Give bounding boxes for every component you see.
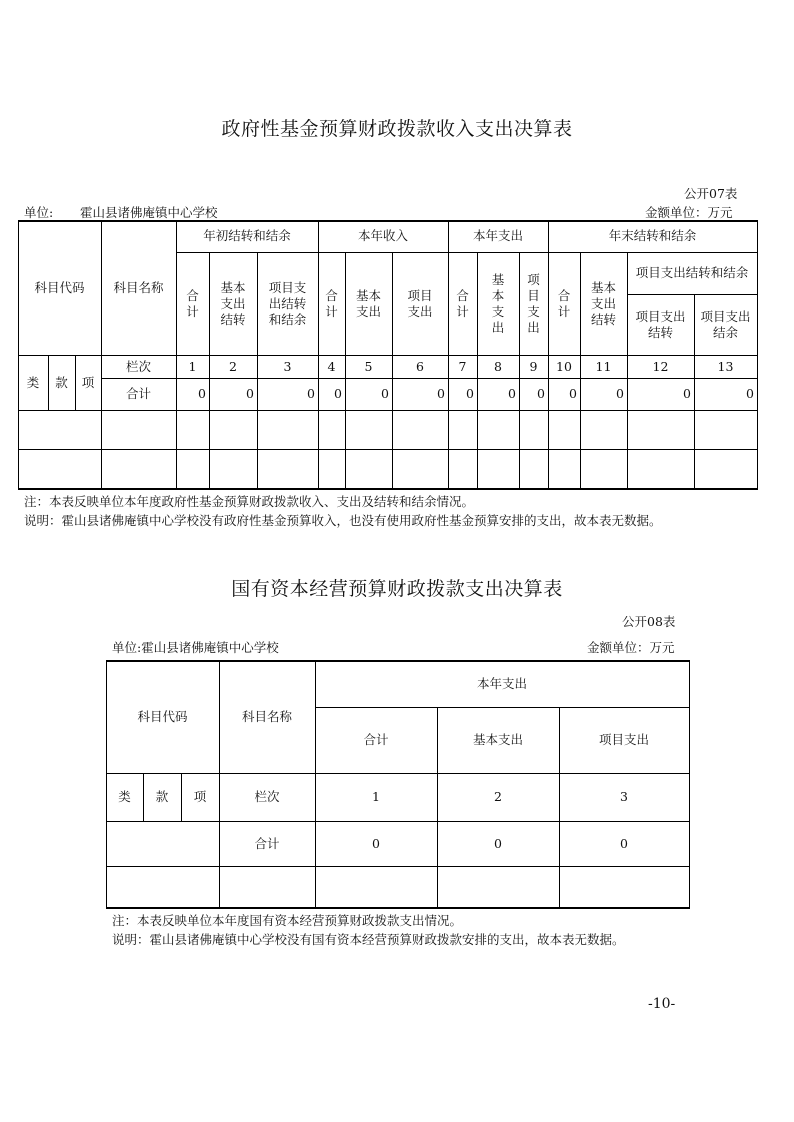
header-income-project: 项目支出 [407, 287, 433, 319]
total-value: 0 [508, 386, 516, 401]
t8-header-subject-code: 科目代码 [137, 708, 188, 724]
header-xiang: 项 [81, 374, 95, 390]
header-income-basic: 基本支出 [355, 287, 381, 319]
table08-explanation: 说明：霍山县诸佛庵镇中心学校没有国有资本经营预算财政拨款安排的支出，故本表无数据。 [112, 932, 625, 947]
header-end-total: 合计 [557, 287, 571, 319]
header-begin-project: 项目支出结转和结余 [268, 279, 307, 327]
header-subject-name: 科目名称 [113, 279, 164, 295]
t8-header-group-expense: 本年支出 [476, 675, 527, 691]
header-lei: 类 [26, 374, 40, 390]
t8-header-subject-name: 科目名称 [241, 708, 292, 724]
page-number: -10- [648, 996, 676, 1012]
column-number: 10 [556, 358, 572, 374]
t8-header-basic: 基本支出 [472, 732, 523, 747]
table07-unit-name: 霍山县诸佛庵镇中心学校 [80, 205, 218, 220]
total-value: 0 [246, 386, 254, 401]
t8-header-total: 合计 [363, 732, 389, 747]
t8-total-value: 0 [372, 835, 380, 851]
table08-unit: 单位:霍山县诸佛庵镇中心学校 [112, 640, 279, 655]
header-group-expense: 本年支出 [472, 228, 523, 243]
column-number: 6 [416, 358, 424, 374]
header-expense-total: 合计 [456, 287, 469, 319]
table07-unit-label: 单位: [24, 205, 54, 220]
t8-header-lanci: 栏次 [254, 789, 280, 804]
total-value: 0 [437, 386, 445, 401]
header-income-total: 合计 [325, 287, 338, 319]
table07-title: 政府性基金预算财政拨款收入支出决算表 [221, 118, 573, 140]
total-value: 0 [198, 386, 206, 401]
header-begin-total: 合计 [186, 287, 199, 319]
column-number: 1 [188, 358, 197, 374]
table07-note: 注：本表反映单位本年度政府性基金预算财政拨款收入、支出及结转和结余情况。 [24, 494, 475, 509]
t8-header-kuan: 款 [155, 789, 169, 804]
table08-title: 国有资本经营预算财政拨款支出决算表 [231, 578, 563, 600]
table07-explanation: 说明：霍山县诸佛庵镇中心学校没有政府性基金预算收入，也没有使用政府性基金预算安排的支出，故本表无数据。 [24, 513, 662, 528]
column-number: 5 [364, 358, 373, 374]
header-group-begin: 年初结转和结余 [203, 228, 291, 243]
header-begin-basic: 基本支出结转 [220, 279, 246, 327]
header-group-end-project: 项目支出结转和结余 [635, 265, 749, 280]
header-expense-basic: 基本支出 [491, 271, 505, 335]
t8-column-number: 2 [494, 789, 502, 804]
total-value: 0 [683, 386, 691, 401]
header-kuan: 款 [55, 374, 68, 390]
table08-code: 公开08表 [622, 614, 676, 629]
t8-column-number: 1 [372, 789, 380, 804]
total-value: 0 [746, 386, 754, 401]
t8-header-xiang: 项 [193, 789, 207, 804]
header-end-basic: 基本支出结转 [590, 279, 616, 327]
column-number: 13 [717, 358, 734, 374]
header-expense-project: 项目支出 [527, 271, 540, 335]
total-value: 0 [307, 386, 315, 401]
total-value: 0 [466, 386, 474, 401]
column-number: 8 [494, 358, 502, 374]
total-value: 0 [381, 386, 389, 401]
header-end-project-surplus: 项目支出结余 [700, 308, 751, 340]
total-value: 0 [616, 386, 624, 401]
t8-header-lei: 类 [118, 789, 131, 804]
t8-total-value: 0 [620, 835, 628, 851]
t8-header-project: 项目支出 [598, 732, 649, 747]
total-value: 0 [537, 386, 545, 401]
header-subject-code: 科目代码 [34, 279, 85, 295]
column-number: 7 [458, 358, 467, 374]
column-number: 9 [529, 358, 538, 374]
table07-money-unit: 金额单位：万元 [645, 205, 733, 220]
table08-note: 注：本表反映单位本年度国有资本经营预算财政拨款支出情况。 [112, 913, 463, 928]
table08-money-unit: 金额单位：万元 [587, 640, 675, 655]
t8-total-value: 0 [494, 835, 502, 851]
column-number: 11 [595, 358, 612, 374]
header-lanci: 栏次 [125, 358, 151, 374]
header-end-project-carry: 项目支出结转 [635, 308, 686, 340]
total-label: 合计 [125, 386, 151, 401]
column-number: 3 [283, 358, 292, 374]
table07-code: 公开07表 [684, 186, 738, 201]
column-number: 12 [652, 358, 669, 374]
total-value: 0 [334, 386, 342, 401]
t8-column-number: 3 [620, 789, 628, 804]
header-group-income: 本年收入 [357, 228, 408, 243]
t8-total-label: 合计 [254, 835, 280, 851]
header-group-end: 年末结转和结余 [608, 228, 697, 243]
total-value: 0 [569, 386, 577, 401]
column-number: 4 [327, 358, 336, 374]
column-number: 2 [229, 358, 237, 374]
